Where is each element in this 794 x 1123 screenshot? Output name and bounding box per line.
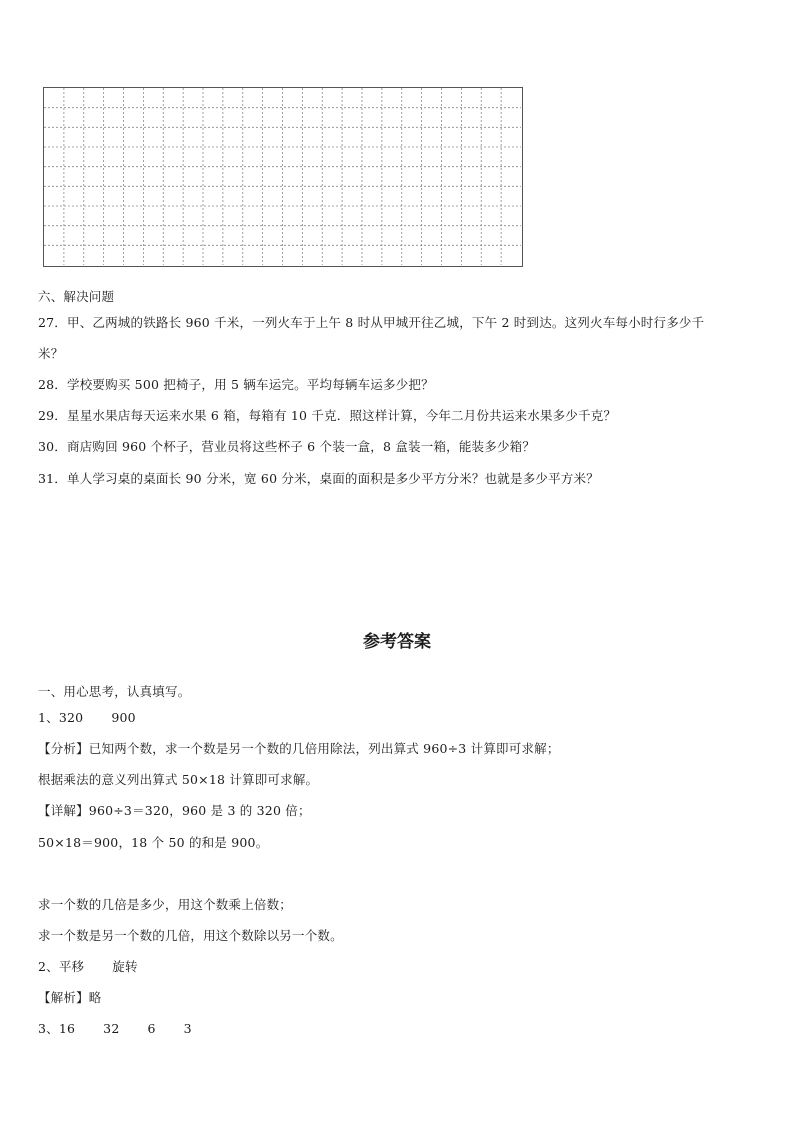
question-27: 27．甲、乙两城的铁路长 960 千米，一列火车于上午 8 时从甲城开往乙城，下午 2 时到达。这列火车每小时行多少千 <box>38 315 705 330</box>
answers-title: 参考答案 <box>363 632 431 652</box>
question-28: 28．学校要购买 500 把椅子，用 5 辆车运完。平均每辆车运多少把？ <box>38 377 434 392</box>
answer-1-note: 求一个数的几倍是多少，用这个数乘上倍数； <box>38 897 293 912</box>
answer-2-value-a: 2、平移 <box>38 959 85 974</box>
answer-3-value-b: 32 <box>103 1021 120 1036</box>
grid-lines <box>44 88 521 265</box>
answer-3-value-c: 6 <box>147 1021 156 1036</box>
answer-1-value-a: 1、320 <box>38 710 84 725</box>
section-heading: 六、解决问题 <box>38 289 115 304</box>
answers-part1-heading: 一、用心思考，认真填写。 <box>38 684 191 699</box>
answer-2-analysis: 【解析】略 <box>38 990 102 1005</box>
question-30: 30．商店购回 960 个杯子，营业员将这些杯子 6 个装一盒，8 盒装一箱，能装多少箱？ <box>38 439 536 454</box>
answer-3-value-a: 3、16 <box>38 1021 76 1036</box>
question-27-cont: 米？ <box>38 346 64 361</box>
answer-1-value-b: 900 <box>111 710 136 725</box>
answer-1-note-cont: 求一个数是另一个数的几倍，用这个数除以另一个数。 <box>38 928 343 943</box>
question-31: 31．单人学习桌的桌面长 90 分米，宽 60 分米，桌面的面积是多少平方分米？也就是多少平方米？ <box>38 471 599 486</box>
writing-grid <box>43 87 523 267</box>
answer-2 <box>38 957 138 975</box>
answer-1-analysis: 【分析】已知两个数，求一个数是另一个数的几倍用除法，列出算式 960÷3 计算即可求解； <box>38 741 560 756</box>
answer-3-value-d: 3 <box>183 1021 192 1036</box>
answer-1-detail-cont: 50×18＝900，18 个 50 的和是 900。 <box>38 835 269 850</box>
answer-1-analysis-cont: 根据乘法的意义列出算式 50×18 计算即可求解。 <box>38 772 319 787</box>
answer-3 <box>38 1019 192 1037</box>
answer-2-value-b: 旋转 <box>112 959 138 974</box>
answer-1 <box>38 708 136 726</box>
question-29: 29．星星水果店每天运来水果 6 箱，每箱有 10 千克．照这样计算，今年二月份共运来水果多少千克？ <box>38 408 617 423</box>
answer-1-detail: 【详解】960÷3＝320，960 是 3 的 320 倍； <box>38 803 311 818</box>
